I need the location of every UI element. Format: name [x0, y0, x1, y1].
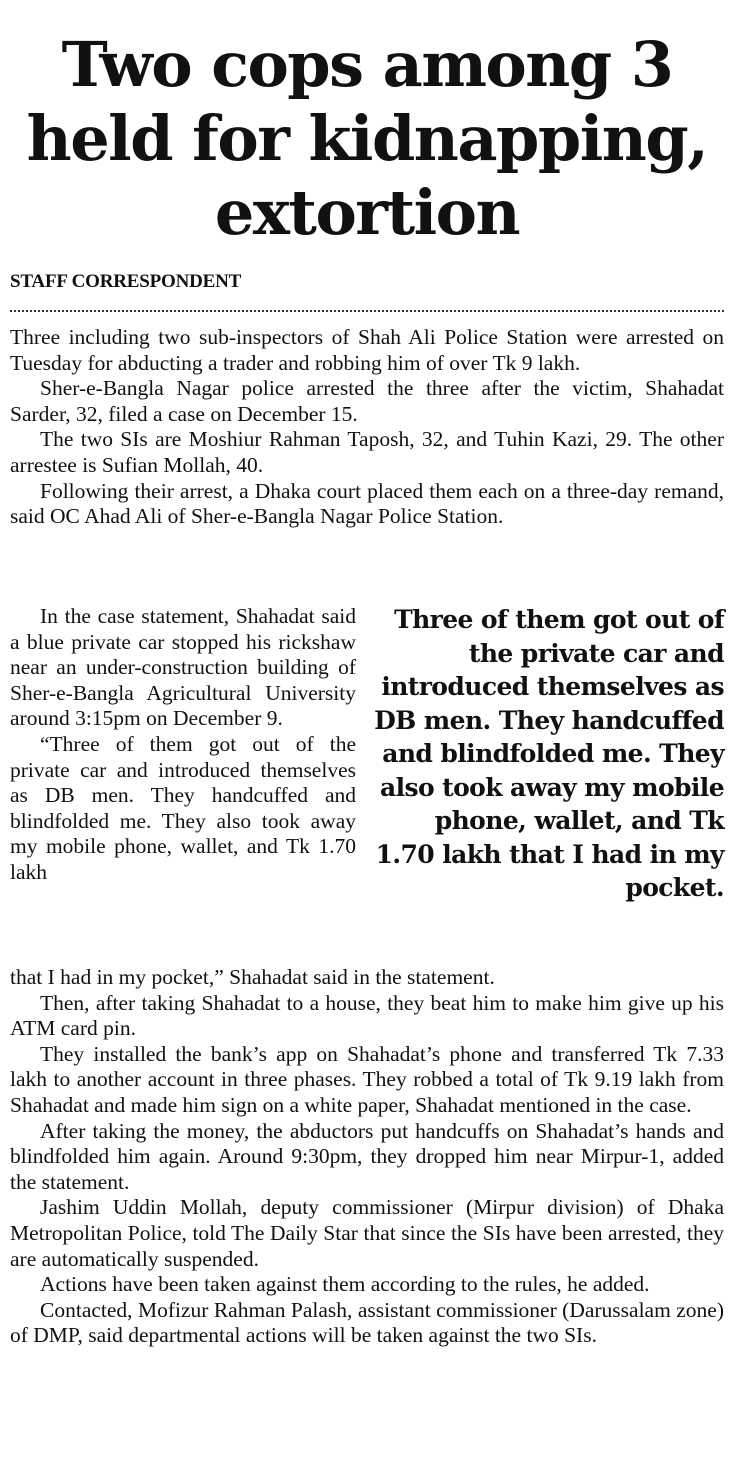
paragraph: Jashim Uddin Mollah, deputy commissioner (Mirpur division) of Dhaka Metropolitan Police, told The Daily Star that since the SIs have been arrested, they are automatically suspended.: [10, 1195, 724, 1271]
dotted-divider: [10, 310, 724, 312]
article-lead: [10, 325, 724, 530]
paragraph: They installed the bank’s app on Shahadat’s phone and transferred Tk 7.33 lakh to another account in three phases. They robbed a total of Tk 9.19 lakh from Shahadat and made him sign on a white paper, Shahadat mentioned in the case.: [10, 1041, 724, 1117]
byline: STAFF CORRESPONDENT: [10, 271, 242, 292]
paragraph: Then, after taking Shahadat to a house, they beat him to make him give up his ATM card pin.: [10, 990, 724, 1041]
paragraph: Actions have been taken against them according to the rules, he added.: [40, 1272, 650, 1297]
paragraph: In the case statement, Shahadat said a blue private car stopped his rickshaw near an under-construction building of Sher-e-Bangla Agricultural University around 3:15pm on December 9.: [10, 604, 356, 731]
paragraph: The two SIs are Moshiur Rahman Taposh, 32, and Tuhin Kazi, 29. The other arrestee is Sufian Mollah, 40.: [10, 427, 724, 477]
headline-line-1: Two cops among 3: [61, 28, 673, 101]
paragraph: Three including two sub-inspectors of Shah Ali Police Station were arrested on Tuesday for abducting a trader and robbing him of over Tk 9 lakh.: [10, 325, 724, 375]
headline-line-2: held for kidnapping,: [26, 102, 708, 175]
article-left-column: [10, 604, 356, 886]
article-continuation: [10, 965, 724, 1349]
paragraph: “Three of them got out of the private car and introduced themselves as DB men. They handcuffed and blindfolded me. They also took away my mobile phone, wallet, and Tk 1.70 lakh: [10, 731, 356, 884]
paragraph: After taking the money, the abductors put handcuffs on Shahadat’s hands and blindfolded him again. Around 9:30pm, they dropped him near Mirpur-1, added the statement.: [10, 1118, 724, 1194]
pull-quote: Three of them got out of the private car and introduced themselves as DB men. They handcuffed and blindfolded me. They also took away my mobile phone, wallet, and Tk 1.70 lakh that I had in my pocket.: [374, 605, 724, 902]
paragraph: Following their arrest, a Dhaka court placed them each on a three-day remand, said OC Ahad Ali of Sher-e-Bangla Nagar Police Station.: [10, 478, 724, 529]
headline: [0, 28, 734, 250]
paragraph: Contacted, Mofizur Rahman Palash, assistant commissioner (Darussalam zone) of DMP, said departmental actions will be taken against the two SIs.: [10, 1297, 724, 1348]
headline-line-3: extortion: [214, 176, 520, 249]
paragraph-continuation: that I had in my pocket,” Shahadat said in the statement.: [10, 965, 495, 989]
paragraph: Sher-e-Bangla Nagar police arrested the three after the victim, Shahadat Sarder, 32, filed a case on December 15.: [10, 376, 724, 426]
